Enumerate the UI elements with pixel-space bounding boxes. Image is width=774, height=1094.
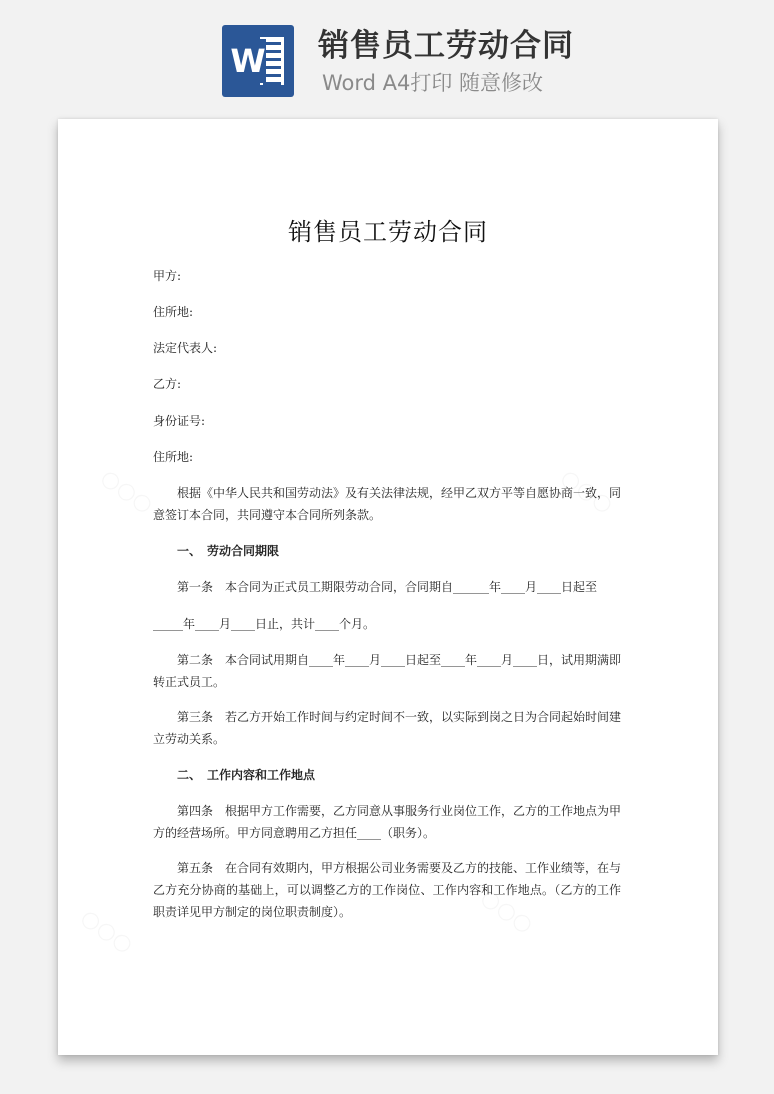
watermark-mark xyxy=(76,905,138,959)
field-address-b: 住所地: xyxy=(153,450,194,464)
field-address-a: 住所地: xyxy=(153,305,194,319)
header-subtitle: Word A4打印 随意修改 xyxy=(322,71,544,95)
watermark-mark xyxy=(96,465,158,519)
intro-paragraph: 根据《中华人民共和国劳动法》及有关法律法规，经甲乙双方平等自愿协商一致，同意签订本合同，共同遵守本合同所列条款。 xyxy=(153,486,622,522)
word-icon xyxy=(222,25,294,97)
header-title: 销售员工劳动合同 xyxy=(318,28,574,64)
word-letter: W xyxy=(230,39,266,83)
field-party-a: 甲方: xyxy=(153,269,182,283)
header xyxy=(0,0,774,110)
field-legal-rep: 法定代表人: xyxy=(153,341,218,355)
clause-1-line-2: _____年____月____日止，共计____个月。 xyxy=(153,617,376,631)
section-heading-term: 一、 劳动合同期限 xyxy=(177,544,280,558)
clause-2: 第二条 本合同试用期自____年____月____日起至____年____月____日，试用期满即转正式员工。 xyxy=(153,653,622,689)
section-heading-work: 二、 工作内容和工作地点 xyxy=(177,768,316,782)
clause-5: 第五条 在合同有效期内，甲方根据公司业务需要及乙方的技能、工作业绩等，在与乙方充分协商的基础上，可以调整乙方的工作岗位、工作内容和工作地点。（乙方的工作职责详见甲方制定的岗位职责制度）。 xyxy=(153,861,622,919)
field-party-b: 乙方: xyxy=(153,377,182,391)
clause-1-line-1: 第一条 本合同为正式员工期限劳动合同，合同期自______年____月____日起至 xyxy=(177,580,598,594)
clause-3: 第三条 若乙方开始工作时间与约定时间不一致，以实际到岗之日为合同起始时间建立劳动关系。 xyxy=(153,710,622,746)
field-id-number: 身份证号: xyxy=(153,414,206,428)
clause-4: 第四条 根据甲方工作需要，乙方同意从事服务行业岗位工作，乙方的工作地点为甲方的经营场所。甲方同意聘用乙方担任____（职务）。 xyxy=(153,804,622,840)
document-page xyxy=(58,119,718,1055)
document-title: 销售员工劳动合同 xyxy=(288,218,488,246)
